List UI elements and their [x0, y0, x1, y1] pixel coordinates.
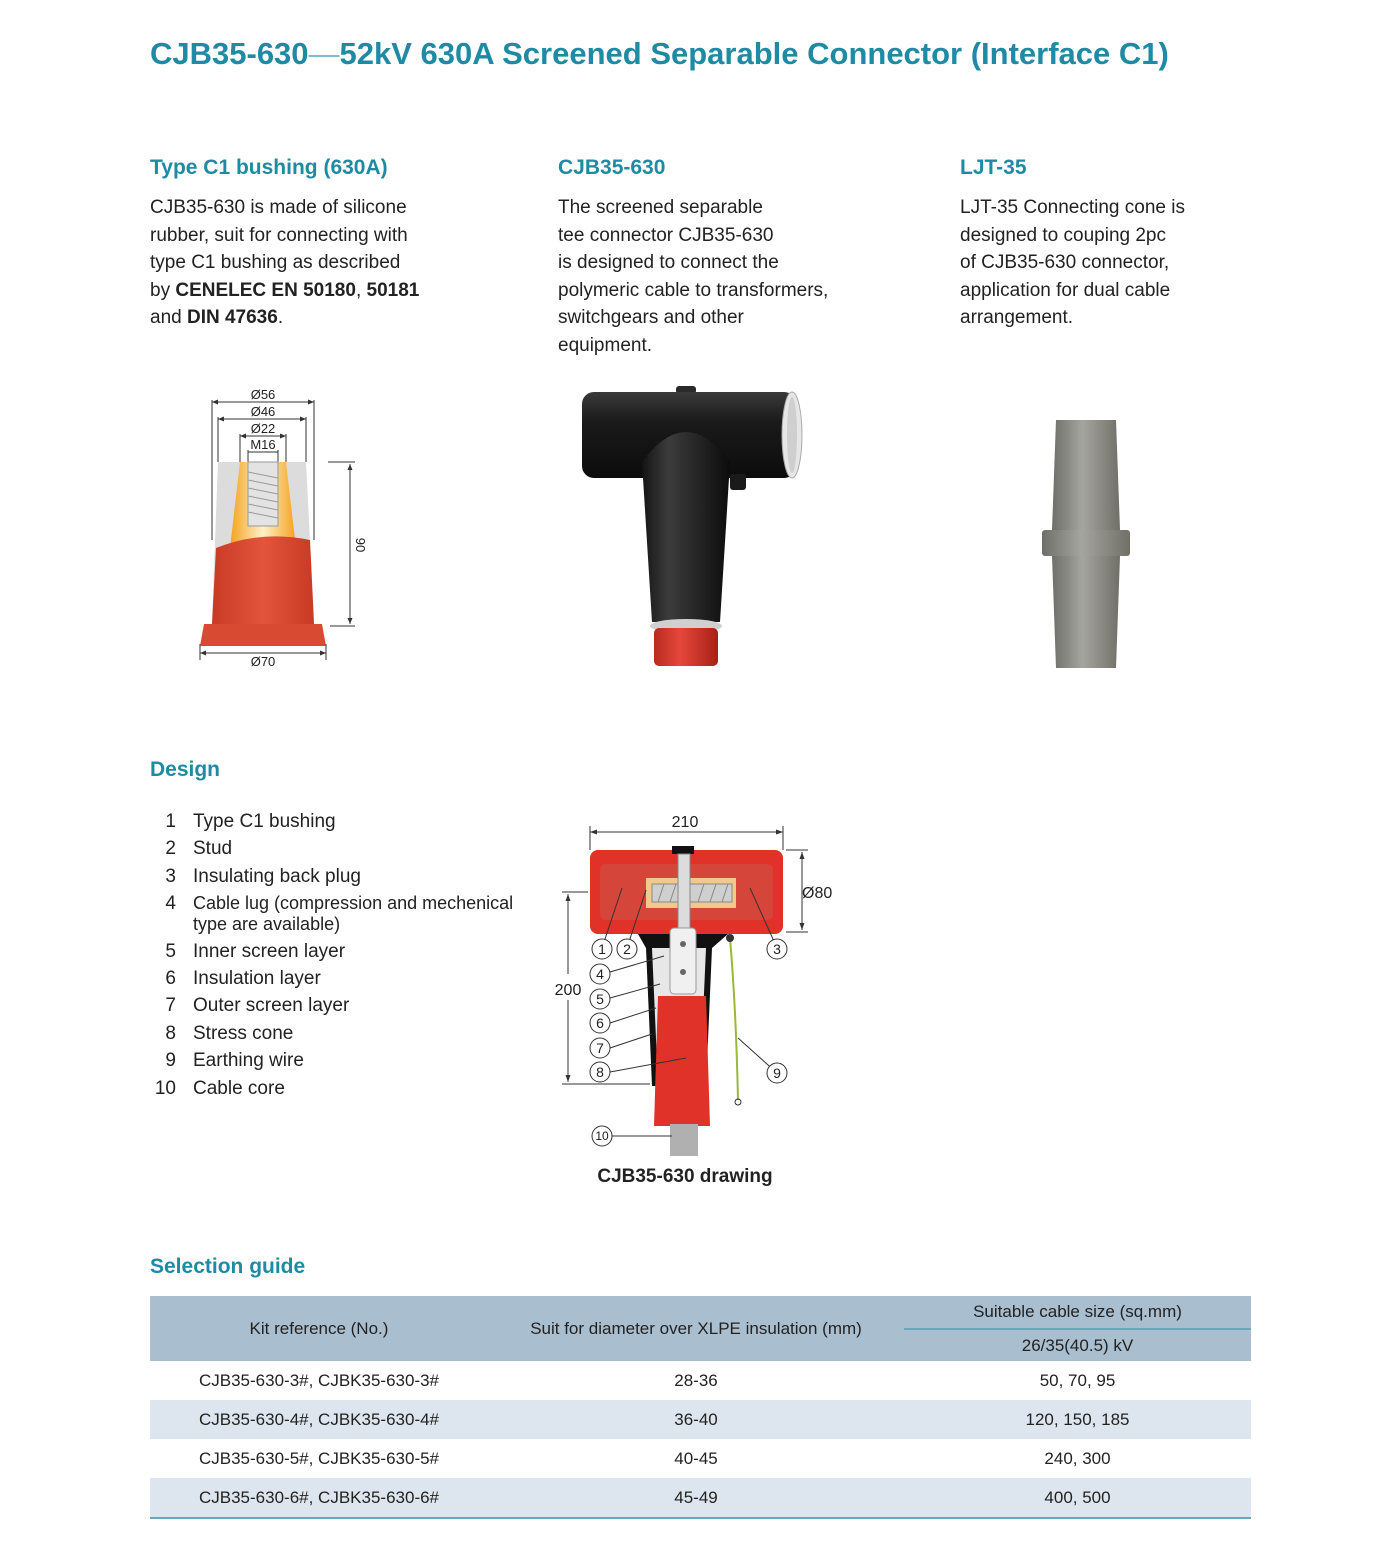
standard-din: DIN 47636: [186, 307, 278, 328]
col2-line: equipment.: [558, 334, 653, 356]
cell-size: 50, 70, 95: [1039, 1370, 1116, 1390]
tee-connector-image: [570, 382, 810, 672]
dim-d70: Ø70: [250, 654, 276, 669]
cell-dia: 40-45: [674, 1448, 718, 1468]
col3-text: [960, 194, 1260, 332]
cell-dia: 28-36: [674, 1370, 718, 1390]
dim-m16: M16: [250, 437, 276, 452]
col1-line: CJB35-630 is made of silicone: [150, 197, 407, 218]
col3-heading: LJT-35: [960, 156, 1027, 179]
dim-h90: 90: [353, 537, 368, 553]
selection-table: [150, 1296, 1251, 1519]
col1-line: by CENELEC EN 50180, 50181: [150, 279, 420, 301]
col-diameter: Suit for diameter over XLPE insulation (mm): [488, 1296, 904, 1361]
callout-7: 7: [596, 1040, 604, 1056]
design-item: 6 Insulation layer: [165, 967, 321, 989]
cell-dia: 36-40: [488, 1400, 904, 1439]
dim-d22: Ø22: [250, 421, 276, 436]
col-cable-size: Suitable cable size (sq.mm): [904, 1296, 1251, 1329]
title-separator: —: [308, 36, 340, 71]
col2-line: tee connector CJB35-630: [558, 224, 774, 246]
selection-heading: Selection guide: [150, 1255, 306, 1278]
col1-line: rubber, suit for connecting with: [150, 224, 408, 246]
design-item: 10 Cable core: [154, 1077, 285, 1099]
dim-210: 210: [671, 814, 699, 831]
callout-5: 5: [596, 991, 604, 1007]
cell-ref: CJB35-630-6#, CJBK35-630-6#: [150, 1478, 488, 1518]
col2-heading: CJB35-630: [558, 156, 666, 179]
col2-line: is designed to connect the: [558, 252, 779, 273]
col2-line: polymeric cable to transformers,: [558, 279, 829, 301]
table-row: [150, 1478, 1251, 1518]
table-row: [150, 1361, 1251, 1400]
dim-d56: Ø56: [250, 387, 276, 402]
col3-line: of CJB35-630 connector,: [960, 252, 1170, 273]
col1-heading: Type C1 bushing (630A): [150, 156, 388, 179]
cell-size: 400, 500: [904, 1478, 1251, 1518]
design-item: 9 Earthing wire: [165, 1050, 304, 1072]
dim-d46: Ø46: [250, 404, 276, 419]
design-item: 3 Insulating back plug: [165, 865, 361, 887]
bushing-drawing: [180, 380, 380, 680]
col3-line: arrangement.: [960, 307, 1074, 328]
col1-line: and DIN 47636.: [150, 307, 284, 328]
col2-text: [558, 194, 898, 359]
cell-dia: 45-49: [488, 1478, 904, 1518]
page-title: [150, 36, 1169, 72]
callout-10: 10: [595, 1129, 609, 1143]
dim-200: 200: [554, 982, 582, 999]
design-heading: Design: [150, 758, 221, 781]
design-item: 7 Outer screen layer: [165, 995, 350, 1017]
design-item: 4 Cable lug (compression and mechenical type are available): [165, 893, 514, 935]
standard-en: CENELEC EN 50180: [175, 279, 356, 301]
standard-50181: 50181: [366, 279, 420, 301]
title-code: CJB35-630: [150, 36, 309, 71]
cell-size: 120, 150, 185: [904, 1400, 1251, 1439]
drawing-caption: CJB35-630 drawing: [597, 1166, 773, 1187]
callout-1: 1: [598, 941, 606, 957]
col1-text: [150, 194, 510, 332]
col1-line: type C1 bushing as described: [150, 252, 401, 273]
callout-2: 2: [623, 941, 631, 957]
design-item: 1 Type C1 bushing: [165, 811, 336, 832]
callout-8: 8: [596, 1064, 604, 1080]
design-item: 2 Stud: [165, 838, 233, 860]
col2-line: The screened separable: [558, 197, 763, 218]
cell-ref: CJB35-630-4#, CJBK35-630-4#: [150, 1400, 488, 1439]
col-kit-reference: Kit reference (No.): [150, 1296, 488, 1361]
callout-4: 4: [596, 966, 604, 982]
connector-section-drawing: [540, 808, 840, 1158]
col-voltage: 26/35(40.5) kV: [904, 1329, 1251, 1361]
design-item: 5 Inner screen layer: [165, 940, 346, 962]
design-item: 8 Stress cone: [165, 1022, 294, 1044]
col2-line: switchgears and other: [558, 307, 744, 328]
callout-3: 3: [773, 941, 781, 957]
connecting-cone-image: [1038, 418, 1134, 672]
cell-ref: CJB35-630-5#, CJBK35-630-5#: [198, 1448, 440, 1468]
table-row: [150, 1400, 1251, 1439]
cell-ref: CJB35-630-3#, CJBK35-630-3#: [198, 1370, 440, 1390]
callout-6: 6: [596, 1015, 604, 1031]
title-rest: 52kV 630A Screened Separable Connector (Interface C1): [339, 36, 1169, 71]
col3-line: LJT-35 Connecting cone is: [960, 197, 1185, 218]
dim-d80: Ø80: [802, 885, 833, 902]
table-header-row: [150, 1296, 1251, 1329]
col3-line: application for dual cable: [960, 279, 1171, 301]
table-row: [150, 1439, 1251, 1478]
col3-line: designed to couping 2pc: [960, 224, 1166, 246]
design-list: [150, 811, 530, 1105]
callout-9: 9: [773, 1065, 781, 1081]
cell-size: 240, 300: [1044, 1448, 1111, 1468]
